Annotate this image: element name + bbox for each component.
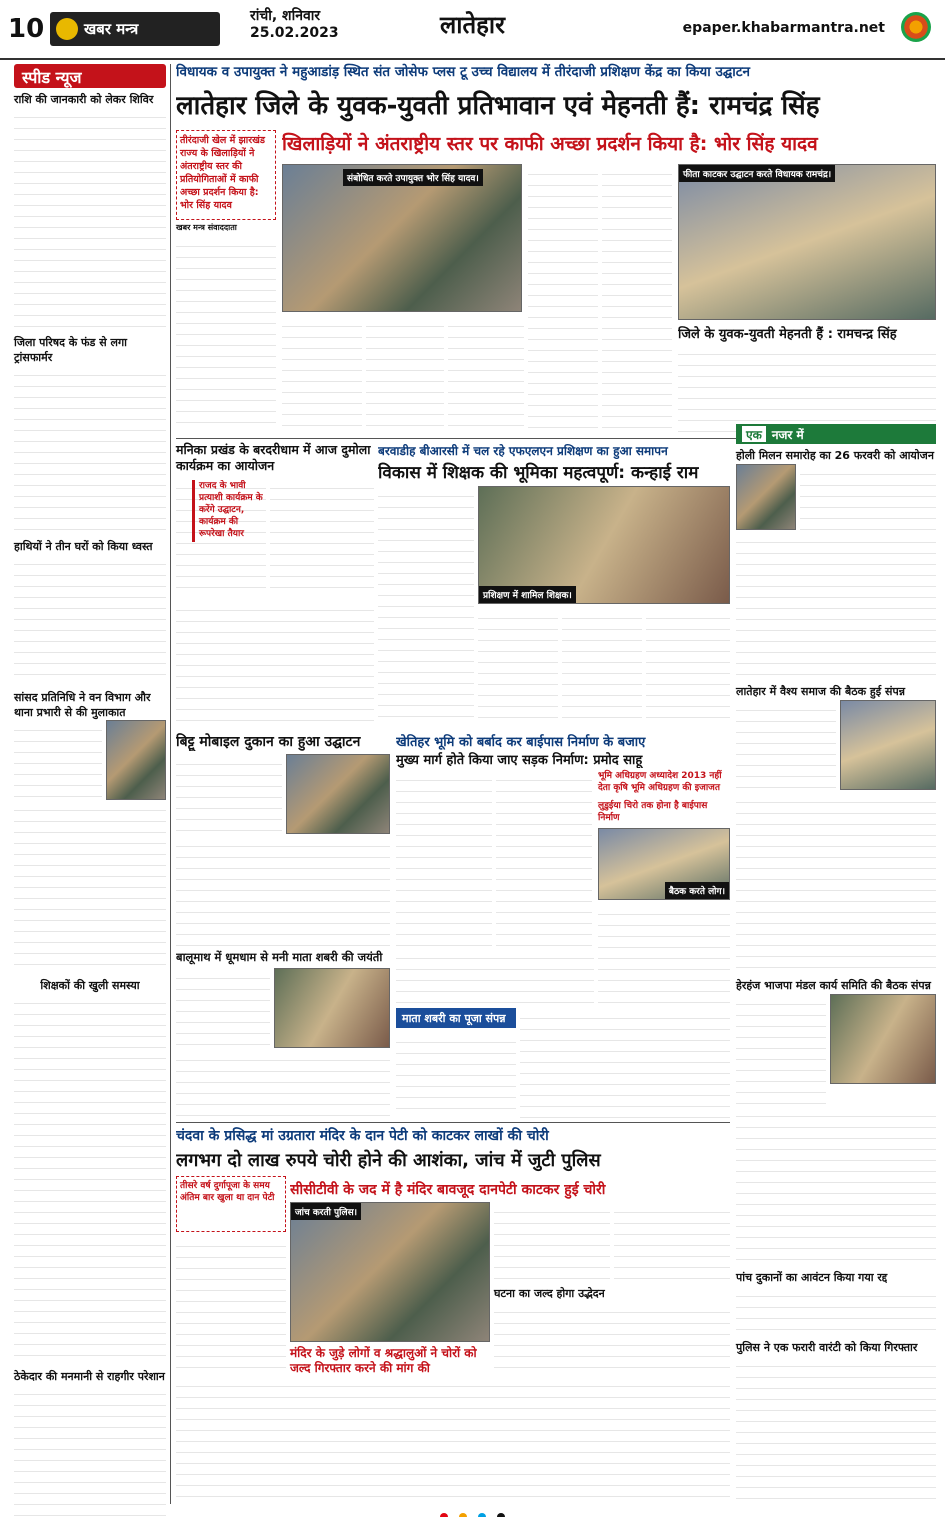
chori-quote: तीसरे वर्ष दुर्गापूजा के समय अंतिम बार खुला था दान पेटी	[176, 1176, 286, 1232]
najar-label: नजर में	[771, 428, 804, 442]
khetihar-body-c	[598, 904, 730, 1004]
chori-photo-caption: जांच करती पुलिस।	[291, 1203, 361, 1220]
mobile-body-a	[176, 754, 282, 834]
shabri-label: माता शबरी का पूजा संपन्न	[396, 1008, 516, 1028]
speed-item-title-1: राशि की जानकारी को लेकर शिविर	[14, 93, 154, 106]
shabri-body-b	[176, 1050, 390, 1118]
shabri-photo	[274, 968, 390, 1048]
bjp-body-a	[736, 994, 826, 1104]
speed-item-title-3: हाथियों ने तीन घरों को किया ध्वस्त	[14, 540, 153, 553]
speed-item-photo-4	[106, 720, 166, 800]
vaishya-photo	[840, 700, 936, 790]
masthead	[0, 0, 945, 60]
speed-item-body-3	[14, 554, 166, 684]
lead-body-col1	[176, 236, 276, 432]
mobile-headline: बिट्टू मोबाइल दुकान का हुआ उद्घाटन	[176, 734, 361, 750]
chori-headline: लगभग दो लाख रुपये चोरी होने की आशंका, जांच में जुटी पुलिस	[176, 1150, 601, 1171]
chori-body-e	[176, 1376, 730, 1502]
lead-side-headline: जिले के युवक-युवती मेहनती हैं : रामचन्द्र सिंह	[678, 327, 897, 342]
lead-byline: खबर मन्त्र संवाददाता	[176, 223, 237, 232]
lead-body-col5	[528, 164, 598, 432]
shabri-body-d	[396, 1032, 516, 1118]
holi-body-a	[800, 464, 936, 530]
manika-body-b	[270, 478, 374, 598]
barwadih-headline: विकास में शिक्षक की भूमिका महत्वपूर्ण: कन्हाई राम	[378, 463, 699, 483]
khetihar-photo-caption: बैठक करते लोग।	[665, 882, 729, 899]
barwadih-kicker: बरवाडीह बीआरसी में चल रहे एफएलएन प्रशिक्षण का हुआ समापन	[378, 444, 668, 458]
barwadih-body-d	[646, 608, 730, 726]
city-day: रांची, शनिवार	[250, 8, 321, 24]
chori-photo	[290, 1202, 490, 1342]
chori-body-c	[614, 1202, 730, 1282]
lead-body-col2	[282, 316, 362, 432]
speed-item-body-4	[14, 800, 166, 972]
khetihar-tag-1: भूमि अधिग्रहण अध्यादेश 2013 नहीं देता कृषि भूमि अधिग्रहण की इजाजत	[598, 771, 722, 793]
flower-logo-icon	[901, 12, 931, 42]
shabri-headline: बालूमाथ में धूमधाम से मनी माता शबरी की जयंती	[176, 950, 383, 964]
khetihar-photo	[598, 828, 730, 900]
chori-subhead: सीसीटीवी के जद में है मंदिर बावजूद दानपेटी काटकर हुई चोरी	[290, 1182, 606, 1198]
lead-subhead: खिलाड़ियों ने अंतराष्ट्रीय स्तर पर काफी अच्छा प्रदर्शन किया है: भोर सिंह यादव	[282, 133, 818, 155]
speed-item-body-1	[14, 107, 166, 329]
chori-body-d	[494, 1302, 730, 1372]
chori-top-divider	[176, 1122, 730, 1123]
color-registration-strip	[0, 1506, 945, 1516]
vaishya-headline: लातेहार में वैश्य समाज की बैठक हुई संपन्न	[736, 685, 905, 698]
brand-name: खबर मन्त्र	[84, 20, 139, 38]
police-body	[736, 1356, 936, 1502]
bjp-body-b	[736, 1106, 936, 1266]
barwadih-body-c	[562, 608, 642, 726]
police-headline: पुलिस ने एक फरारी वारंटी को किया गिरफ्तार	[736, 1341, 918, 1354]
shabri-body-a	[176, 968, 270, 1048]
epaper-link[interactable]: epaper.khabarmantra.net	[682, 20, 885, 36]
speed-item-body-2	[14, 365, 166, 533]
barwadih-photo	[478, 486, 730, 604]
najar-tag: एक	[742, 426, 766, 442]
khetihar-body-b	[496, 770, 592, 946]
vaishya-body-b	[736, 792, 936, 974]
speed-item-body-5	[14, 993, 166, 1363]
najar-bar	[736, 424, 936, 444]
speed-news-label: स्पीड न्यूज	[14, 64, 166, 88]
speed-item-title-6: ठेकेदार की मनमानी से राहगीर परेशान	[14, 1370, 165, 1383]
barwadih-photo-caption: प्रशिक्षण में शामिल शिक्षक।	[479, 586, 576, 603]
khetihar-body-d	[396, 948, 594, 1004]
holi-photo	[736, 464, 796, 530]
khetihar-kicker: खेतिहर भूमि को बर्बाद कर बाईपास निर्माण के बजाए	[396, 735, 646, 750]
lead-headline: लातेहार जिले के युवक-युवती प्रतिभावान एवं मेहनती हैं: रामचंद्र सिंह	[176, 91, 820, 121]
speed-item-title-2: जिला परिषद के फंड से लगा ट्रांसफार्मर	[14, 336, 128, 364]
chori-kicker: चंदवा के प्रसिद्ध मां उग्रतारा मंदिर के दान पेटी को काटकर लाखों की चोरी	[176, 1128, 549, 1144]
lead-body-col3	[366, 316, 444, 432]
speed-item-body-6	[14, 1384, 166, 1517]
barwadih-body-a	[378, 486, 474, 726]
khetihar-tag-2: लुडुईया चिरो तक होना है बाईपास निर्माण	[598, 801, 708, 823]
chori-side-head: घटना का जल्द होगा उद्भेदन	[494, 1287, 605, 1300]
bjp-headline: हेरहंज भाजपा मंडल कार्य समिति की बैठक संपन्न	[736, 979, 931, 992]
lead-body-col6	[602, 164, 672, 432]
column-divider	[170, 64, 171, 1504]
lead-side-body	[678, 344, 936, 432]
dukan-body	[736, 1286, 936, 1336]
chori-body-a	[176, 1236, 286, 1372]
lead-kicker: विधायक व उपायुक्त ने महुआडांड़ स्थित संत जोसेफ प्लस टू उच्च विद्यालय में तीरंदाजी प्रशिक्षण केंद्र का किया उद्घाटन	[176, 64, 750, 80]
manika-quote: राजद के भावी प्रत्याशी कार्यक्रम के करेंगे उद्घाटन, कार्यक्रम की रूपरेखा तैयार	[192, 480, 264, 542]
bjp-photo	[830, 994, 936, 1084]
manika-body-c	[176, 600, 374, 728]
speed-item-body-4a	[14, 720, 102, 800]
shabri-body-c	[520, 1008, 730, 1118]
mobile-photo	[286, 754, 390, 834]
lead-photo-2	[678, 164, 936, 320]
khetihar-body-a	[396, 770, 492, 946]
issue-date: 25.02.2023	[250, 25, 339, 41]
brand-logo[interactable]	[50, 12, 220, 46]
dukan-headline: पांच दुकानों का आवंटन किया गया रद्द	[736, 1271, 888, 1284]
chori-body-b	[494, 1202, 610, 1282]
lead-photo-caption-2: फीता काटकर उद्घाटन करते विधायक रामचंद्र।	[679, 165, 835, 182]
holi-headline: होली मिलन समारोह का 26 फरवरी को आयोजन	[736, 449, 934, 462]
manika-headline: मनिका प्रखंड के बरदरीधाम में आज दुमोला कार्यक्रम का आयोजन	[176, 442, 371, 473]
speed-item-title-5: शिक्षकों की खुली समस्या	[40, 979, 140, 992]
dateline	[250, 8, 339, 42]
khetihar-headline: मुख्य मार्ग होते किया जाए सड़क निर्माण: प्रमोद साहू	[396, 753, 643, 768]
lead-body-col4	[448, 316, 524, 432]
lead-photo-caption-1: संबोधित करते उपायुक्त भोर सिंह यादव।	[343, 169, 483, 186]
vaishya-body-a	[736, 700, 836, 790]
chori-bottom-quote: मंदिर के जुड़े लोगों व श्रद्धालुओं ने चोरों को जल्द गिरफ्तार करने की मांग की	[290, 1346, 477, 1375]
brand-icon	[56, 18, 78, 40]
speed-item-title-4: सांसद प्रतिनिधि ने वन विभाग और थाना प्रभारी से की मुलाकात	[14, 691, 151, 719]
holi-body-b	[736, 532, 936, 680]
section-title: लातेहार	[440, 11, 505, 39]
speed-news-column	[14, 92, 166, 1502]
lead-photo-1	[282, 164, 522, 312]
barwadih-body-b	[478, 608, 558, 726]
page-number: 10	[8, 14, 45, 44]
lead-quote: तीरंदाजी खेल में झारखंड राज्य के खिलाड़ियों ने अंतराष्ट्रीय स्तर की प्रतियोगिताओं में काफी अच्छा प्रदर्शन किया है: भोर सिंह यादव	[176, 130, 276, 220]
mobile-body-b	[176, 836, 390, 946]
